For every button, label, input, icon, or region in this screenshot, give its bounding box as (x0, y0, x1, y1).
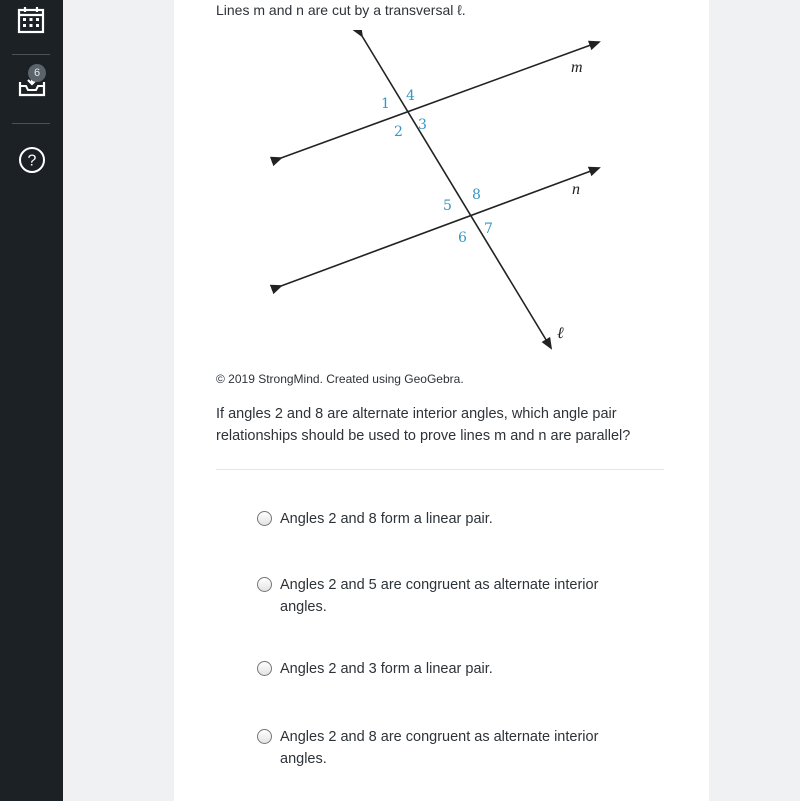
calendar-button[interactable] (0, 0, 63, 50)
radio-button[interactable] (257, 661, 272, 676)
angle-label-8: 8 (472, 187, 481, 203)
angle-label-2: 2 (394, 124, 403, 140)
problem-intro-text: Lines m and n are cut by a transversal ℓ. (216, 2, 466, 18)
radio-button[interactable] (257, 729, 272, 744)
svg-text:?: ? (27, 152, 37, 170)
question-card (174, 0, 709, 801)
radio-button[interactable] (257, 511, 272, 526)
line-m (281, 42, 599, 158)
option-label: Angles 2 and 5 are congruent as alternate interior angles. (280, 577, 599, 615)
angle-label-4: 4 (406, 88, 415, 104)
transversal-line (362, 36, 551, 348)
angle-label-7: 7 (484, 221, 493, 237)
angle-label-3: 3 (418, 117, 427, 133)
divider (216, 469, 664, 470)
question-text: If angles 2 and 8 are alternate interior angles, which angle pair relationships should be used to prove lines m and n are parallel? (216, 406, 631, 444)
help-icon (17, 145, 47, 175)
line-n-label: n (572, 181, 580, 198)
line-n (281, 168, 599, 286)
option-label: Angles 2 and 8 form a linear pair. (280, 511, 493, 527)
angle-label-1: 1 (381, 96, 390, 112)
inbox-badge: 6 (28, 64, 46, 82)
option-label: Angles 2 and 8 are congruent as alternate interior angles. (280, 729, 599, 767)
line-m-label: m (571, 59, 583, 76)
angle-label-5: 5 (443, 198, 452, 214)
left-sidebar (0, 0, 63, 801)
sidebar-divider (12, 54, 50, 55)
transversal-label: ℓ (557, 325, 564, 342)
calendar-icon (17, 6, 45, 34)
figure-credit: © 2019 StrongMind. Created using GeoGebra. (216, 372, 464, 386)
option-label: Angles 2 and 3 form a linear pair. (280, 661, 493, 677)
problem-intro (216, 2, 466, 18)
radio-button[interactable] (257, 577, 272, 592)
transversal-diagram (269, 30, 609, 350)
sidebar-divider (12, 123, 50, 124)
help-button[interactable] (0, 136, 63, 186)
angle-label-6: 6 (458, 230, 467, 246)
